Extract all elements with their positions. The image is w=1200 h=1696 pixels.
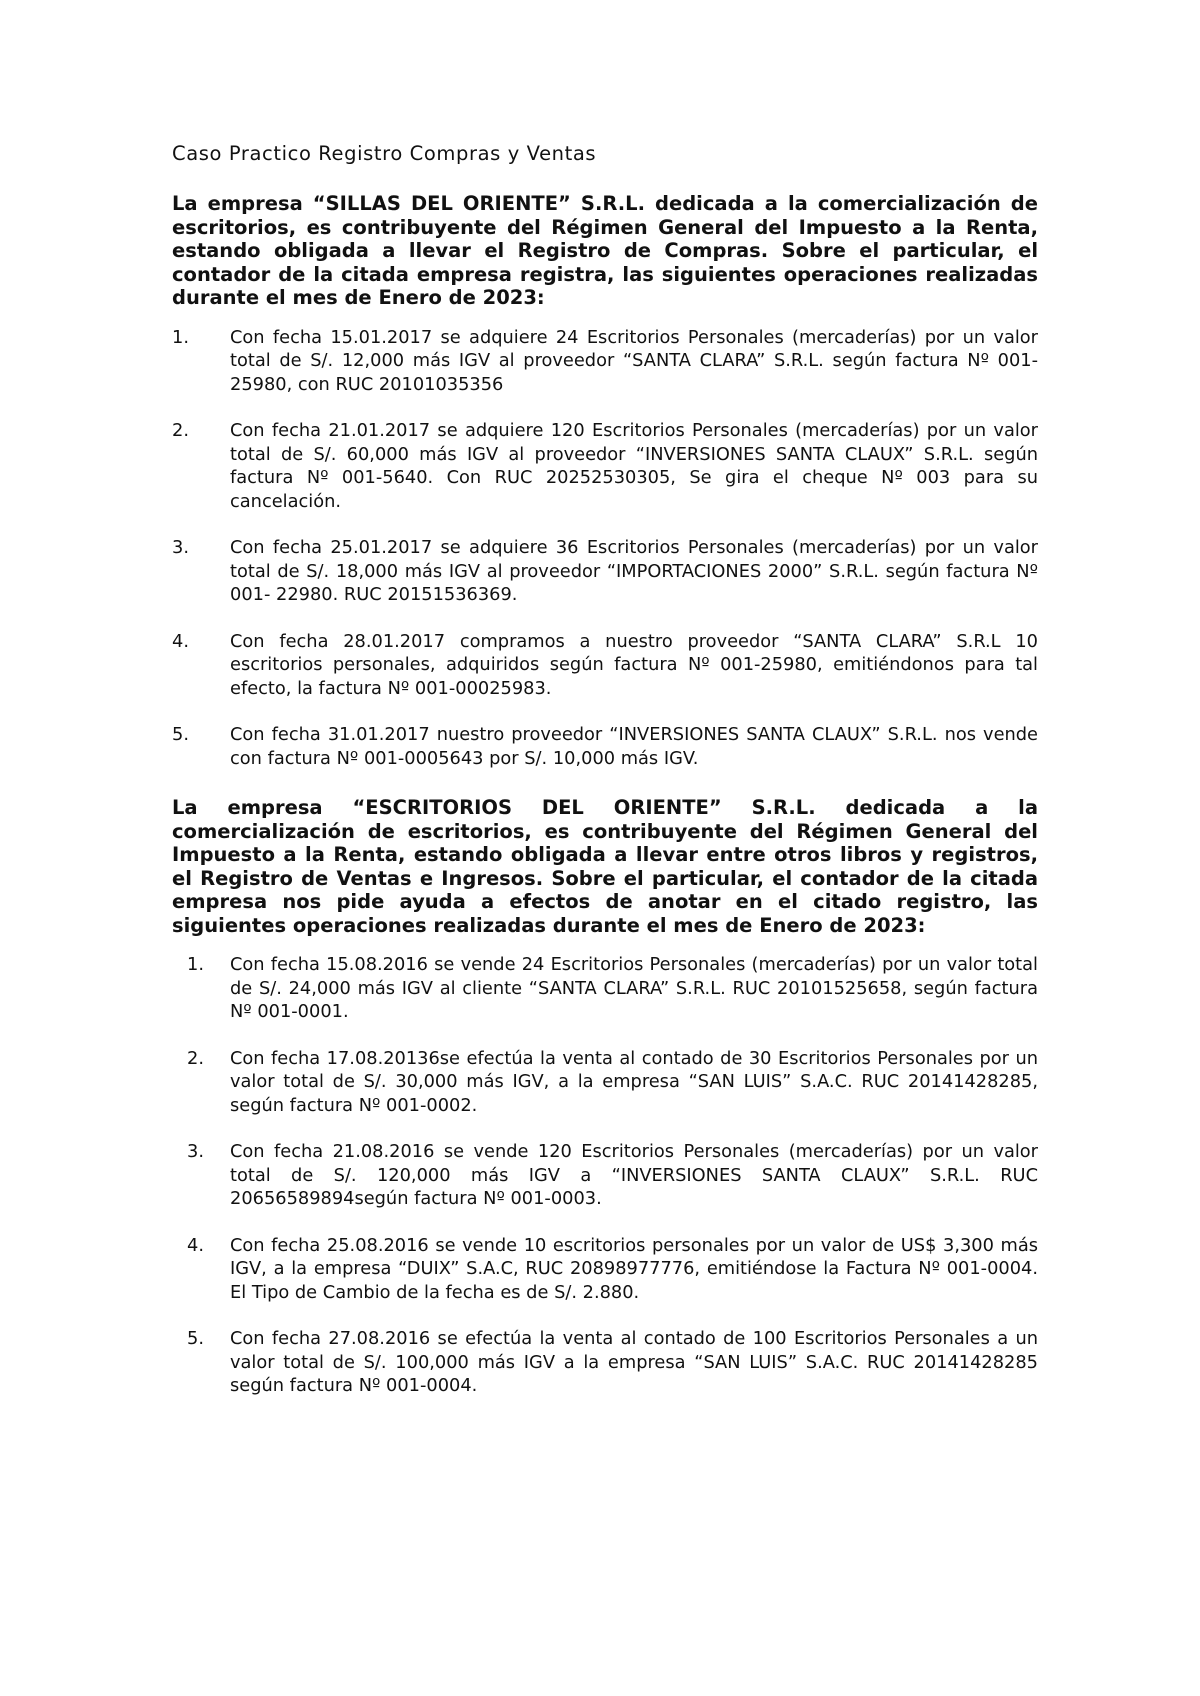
item-text: Con fecha 27.08.2016 se efectúa la venta al contado de 100 Escritorios Personales a un valor total de S/. 100,000 más IGV a la empresa “SAN LUIS” S.A.C. RUC 20141428285 según factura Nº 001-0004. (230, 1328, 1038, 1396)
purchase-item-3 (172, 536, 1038, 607)
sale-item-5 (172, 1327, 1038, 1398)
purchase-item-2 (172, 419, 1038, 513)
sale-item-2 (172, 1047, 1038, 1118)
item-number: 1. (172, 326, 189, 348)
item-text: Con fecha 17.08.20136se efectúa la venta al contado de 30 Escritorios Personales por un valor total de S/. 30,000 más IGV, a la empresa “SAN LUIS” S.A.C. RUC 20141428285, según factura Nº 001-0002. (230, 1047, 1038, 1116)
item-text: Con fecha 21.01.2017 se adquiere 120 Escritorios Personales (mercaderías) por un valor total de S/. 60,000 más IGV al proveedor “INVERSIONES SANTA CLAUX” S.R.L. según factura Nº 001-5640. Con RUC 20252530305, Se gira el cheque Nº 003 para su cancelación. (230, 420, 1038, 512)
purchase-item-1 (172, 326, 1038, 397)
section2-intro: La empresa “ESCRITORIOS DEL ORIENTE” S.R.L. dedicada a la comercialización de escritorios, es contribuyente del Régimen General del Impuesto a la Renta, estando obligada a llevar entre otros libros y registros, el Registro de Ventas e Ingresos. Sobre el particular, el contador de la citada empresa nos pide ayuda a efectos de anotar en el citado registro, las siguientes operaciones realizadas durante el mes de Enero de 2023: (172, 796, 1038, 937)
item-number: 2. (172, 420, 189, 441)
item-text: Con fecha 25.08.2016 se vende 10 escritorios personales por un valor de US$ 3,300 más IGV, a la empresa “DUIX” S.A.C, RUC 20898977776, emitiéndose la Factura Nº 001-0004. El Tipo de Cambio de la fecha es de S/. 2.880. (230, 1234, 1038, 1303)
sale-item-3 (172, 1140, 1038, 1211)
item-number: 4. (187, 1234, 204, 1256)
item-number: 3. (187, 1141, 204, 1162)
item-text: Con fecha 25.01.2017 se adquiere 36 Escritorios Personales (mercaderías) por un valor total de S/. 18,000 más IGV al proveedor “IMPORTACIONES 2000” S.R.L. según factura Nº 001- 22980. RUC 20151536369. (230, 537, 1038, 605)
item-number: 4. (172, 630, 189, 652)
item-text: Con fecha 21.08.2016 se vende 120 Escritorios Personales (mercaderías) por un valor total de S/. 120,000 más IGV a “INVERSIONES SANTA CLAUX” S.R.L. RUC 20656589894según factura Nº 001-0003. (230, 1141, 1038, 1209)
purchases-list (172, 326, 1038, 771)
item-text: Con fecha 15.01.2017 se adquiere 24 Escritorios Personales (mercaderías) por un valor total de S/. 12,000 más IGV al proveedor “SANTA CLARA” S.R.L. según factura Nº 001-25980, con RUC 20101035356 (230, 326, 1038, 395)
item-text: Con fecha 28.01.2017 compramos a nuestro proveedor “SANTA CLARA” S.R.L 10 escritorios personales, adquiridos según factura Nº 001-25980, emitiéndonos para tal efecto, la factura Nº 001-00025983. (230, 630, 1038, 699)
sale-item-1 (172, 953, 1038, 1024)
item-number: 3. (172, 537, 189, 558)
item-number: 5. (187, 1328, 204, 1349)
item-number: 2. (187, 1047, 204, 1069)
item-text: Con fecha 15.08.2016 se vende 24 Escritorios Personales (mercaderías) por un valor total de S/. 24,000 más IGV al cliente “SANTA CLARA” S.R.L. RUC 20101525658, según factura Nº 001-0001. (230, 954, 1038, 1022)
document-title: Caso Practico Registro Compras y Ventas (172, 142, 597, 165)
document-page (172, 140, 1038, 1421)
sales-list (172, 953, 1038, 1398)
item-text: Con fecha 31.01.2017 nuestro proveedor “INVERSIONES SANTA CLAUX” S.R.L. nos vende con factura Nº 001-0005643 por S/. 10,000 más IGV. (230, 724, 1038, 769)
sale-item-4 (172, 1234, 1038, 1305)
purchase-item-4 (172, 630, 1038, 701)
section1-intro: La empresa “SILLAS DEL ORIENTE” S.R.L. dedicada a la comercialización de escritorios, es contribuyente del Régimen General del Impuesto a la Renta, estando obligada a llevar el Registro de Compras. Sobre el particular, el contador de la citada empresa registra, las siguientes operaciones realizadas durante el mes de Enero de 2023: (172, 192, 1038, 309)
purchase-item-5 (172, 723, 1038, 770)
item-number: 5. (172, 724, 189, 745)
item-number: 1. (187, 954, 204, 975)
